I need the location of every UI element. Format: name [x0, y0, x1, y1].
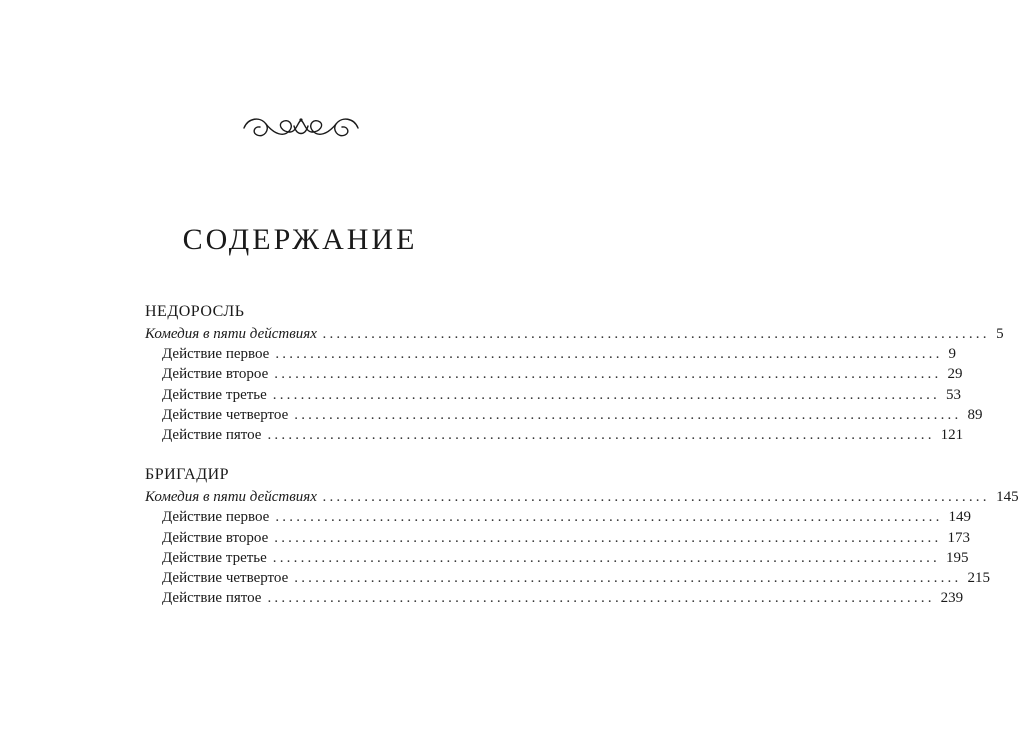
entry-label: Комедия в пяти действиях — [145, 326, 317, 342]
page-number: 29 — [947, 366, 963, 383]
toc-entry[interactable] — [145, 364, 963, 384]
entry-label: Действие пятое — [162, 426, 262, 443]
section-title: БРИГАДИР — [145, 466, 230, 484]
leader-dots: ................................................................................................ — [274, 366, 942, 383]
page-number: 9 — [948, 346, 957, 363]
entry-label: Действие четвертое — [162, 569, 289, 586]
table-of-contents — [145, 302, 1019, 628]
entry-label: Действие третье — [162, 386, 267, 403]
entry-label: Действие второе — [162, 529, 269, 546]
leader-dots: ................................................................................................ — [294, 569, 962, 586]
toc-entry[interactable] — [145, 568, 990, 588]
toc-entry[interactable] — [145, 548, 969, 568]
page-number: 173 — [947, 529, 970, 546]
section-title: НЕДОРОСЛЬ — [145, 303, 245, 320]
leader-dots: ................................................................................................ — [267, 426, 935, 443]
page-number: 195 — [945, 549, 969, 566]
leader-dots: ................................................................................................ — [275, 509, 943, 526]
leader-dots: ................................................................................................ — [272, 549, 940, 566]
toc-entry[interactable] — [145, 385, 961, 405]
page-number: 239 — [940, 590, 964, 607]
toc-entry[interactable] — [145, 344, 957, 364]
page-number: 215 — [967, 569, 990, 586]
entry-label: Действие третье — [162, 549, 267, 566]
leader-dots: ................................................................................................ — [322, 326, 991, 342]
leader-dots: ................................................................................................ — [294, 406, 962, 423]
toc-entry[interactable] — [145, 425, 964, 445]
entry-label: Комедия в пяти действиях — [145, 489, 317, 506]
leader-dots: ................................................................................................ — [274, 529, 942, 546]
flourish-ornament-icon — [242, 108, 360, 148]
page-number: 121 — [940, 426, 964, 443]
entry-label: Действие первое — [162, 346, 270, 363]
leader-dots: ................................................................................................ — [322, 489, 991, 506]
leader-dots: ................................................................................................ — [267, 590, 935, 607]
page-number: 89 — [967, 406, 983, 423]
page-title: СОДЕРЖАНИЕ — [182, 223, 418, 256]
page-number: 53 — [945, 386, 961, 403]
toc-entry[interactable] — [145, 588, 964, 608]
leader-dots: ................................................................................................ — [275, 346, 943, 363]
toc-entry[interactable] — [145, 507, 972, 527]
page-number: 145 — [996, 489, 1019, 506]
entry-label: Действие первое — [162, 509, 270, 526]
entry-label: Действие второе — [162, 366, 269, 383]
entry-label: Действие четвертое — [162, 406, 289, 423]
toc-section-brigadir — [145, 465, 1019, 608]
toc-section-nedorosl — [145, 302, 1004, 445]
toc-entry-subtitle[interactable] — [145, 324, 1004, 344]
toc-entry-subtitle[interactable] — [145, 487, 1019, 507]
page-number: 149 — [948, 509, 972, 526]
toc-entry[interactable] — [145, 405, 983, 425]
leader-dots: ................................................................................................ — [272, 386, 940, 403]
toc-entry[interactable] — [145, 528, 970, 548]
entry-label: Действие пятое — [162, 590, 262, 607]
page-number: 5 — [996, 326, 1004, 342]
